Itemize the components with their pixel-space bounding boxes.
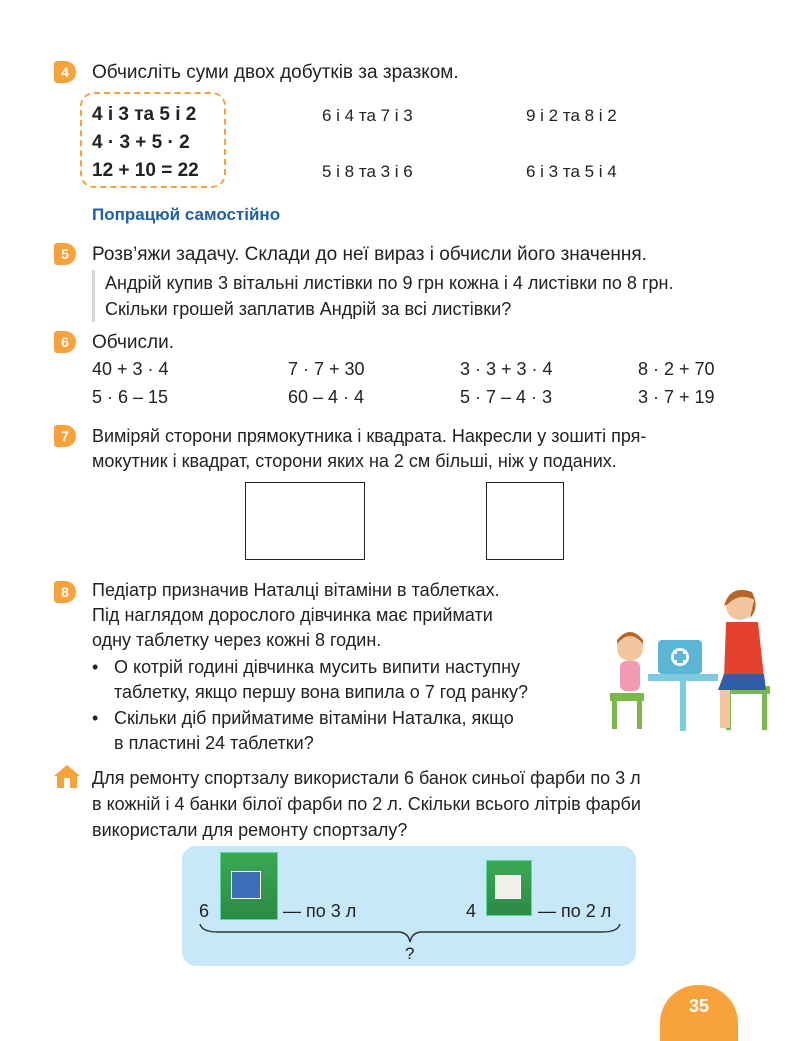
task-7-text <box>92 424 646 474</box>
task-7-line-1: Виміряй сторони прямокутника і квадрата. Накресли у зошиті пря- <box>92 426 647 446</box>
task-4-item-1: 6 і 4 та 7 і 3 <box>322 106 413 125</box>
task-5-problem <box>92 270 673 322</box>
scheme-label-2: — по 2 л <box>538 901 612 921</box>
scheme-count-2: 4 <box>466 901 477 921</box>
task-8-line-2: Під наглядом дорослого дівчинка має приймати <box>92 605 493 625</box>
section-title: Попрацюй самостійно <box>92 205 281 224</box>
rectangle-figure <box>245 482 365 560</box>
task-5-number: 5 <box>54 243 76 265</box>
page-number: 35 <box>660 985 738 1041</box>
task-4-item-4: 6 і 3 та 5 і 4 <box>526 162 617 181</box>
white-paint-can-icon <box>486 860 532 916</box>
task-8-bullet-1: • О котрій годині дівчинка мусить випити наступну таблетку, якщо першу вона випила о 7 год ранку? <box>92 655 528 705</box>
task-4-instruction: Обчисліть суми двох добутків за зразком. <box>92 62 459 83</box>
task-7-line-2: мокутник і квадрат, сторони яких на 2 см більші, ніж у поданих. <box>92 451 617 471</box>
bullet-2-line-1: Скільки діб прийматиме вітаміни Наталка, якщо <box>114 708 514 728</box>
homework-text <box>92 765 641 843</box>
calc-r1-c3: 3 · 3 + 3 · 4 <box>460 359 553 379</box>
task-5-problem-line-1: Андрій купив 3 вітальні листівки по 9 грн кожна і 4 листівки по 8 грн. <box>105 273 674 293</box>
doctor-and-girl-illustration <box>600 578 780 738</box>
task-8-number: 8 <box>54 581 76 603</box>
task-7-number: 7 <box>54 425 76 447</box>
task-4-number: 4 <box>54 61 76 83</box>
example-line-1: 4 і 3 та 5 і 2 <box>92 104 197 125</box>
calc-r1-c4: 8 · 2 + 70 <box>638 359 715 379</box>
scheme-label-1: — по 3 л <box>283 901 357 921</box>
task-8-text <box>92 578 500 653</box>
scheme-count-1: 6 <box>199 901 210 921</box>
blue-paint-can-icon <box>220 852 278 920</box>
example-line-2: 4 · 3 + 5 · 2 <box>92 132 190 153</box>
home-icon <box>52 763 82 789</box>
scheme-question: ? <box>405 944 415 963</box>
curly-brace <box>198 922 622 944</box>
task-8-line-1: Педіатр призначив Наталці вітаміни в таблетках. <box>92 580 500 600</box>
calc-r2-c1: 5 · 6 – 15 <box>92 387 169 407</box>
calc-r1-c1: 40 + 3 · 4 <box>92 359 169 379</box>
task-6-instruction: Обчисли. <box>92 332 175 353</box>
calc-r2-c2: 60 – 4 · 4 <box>288 387 365 407</box>
calc-r2-c3: 5 · 7 – 4 · 3 <box>460 387 553 407</box>
bullet-2-line-2: в пластині 24 таблетки? <box>114 733 314 753</box>
task-4-item-2: 9 і 2 та 8 і 2 <box>526 106 617 125</box>
calc-r1-c2: 7 · 7 + 30 <box>288 359 365 379</box>
bullet-1-line-1: О котрій годині дівчинка мусить випити наступну <box>114 657 521 677</box>
task-5-problem-line-2: Скільки грошей заплатив Андрій за всі листівки? <box>105 299 512 319</box>
task-8-bullet-2: • Скільки діб прийматиме вітаміни Наталка, якщо в пластині 24 таблетки? <box>92 706 514 756</box>
calc-r2-c4: 3 · 7 + 19 <box>638 387 715 407</box>
task-6-number: 6 <box>54 331 76 353</box>
task-5-instruction: Розв’яжи задачу. Склади до неї вираз і обчисли його значення. <box>92 244 647 265</box>
homework-line-1: Для ремонту спортзалу використали 6 банок синьої фарби по 3 л <box>92 768 641 788</box>
bullet-1-line-2: таблетку, якщо першу вона випила о 7 год ранку? <box>114 682 529 702</box>
example-line-3: 12 + 10 = 22 <box>92 160 199 181</box>
task-8-line-3: одну таблетку через кожні 8 годин. <box>92 630 382 650</box>
task-4-item-3: 5 і 8 та 3 і 6 <box>322 162 413 181</box>
square-figure <box>486 482 564 560</box>
homework-line-2: в кожній і 4 банки білої фарби по 2 л. Скільки всього літрів фарби <box>92 794 641 814</box>
homework-line-3: використали для ремонту спортзалу? <box>92 820 408 840</box>
